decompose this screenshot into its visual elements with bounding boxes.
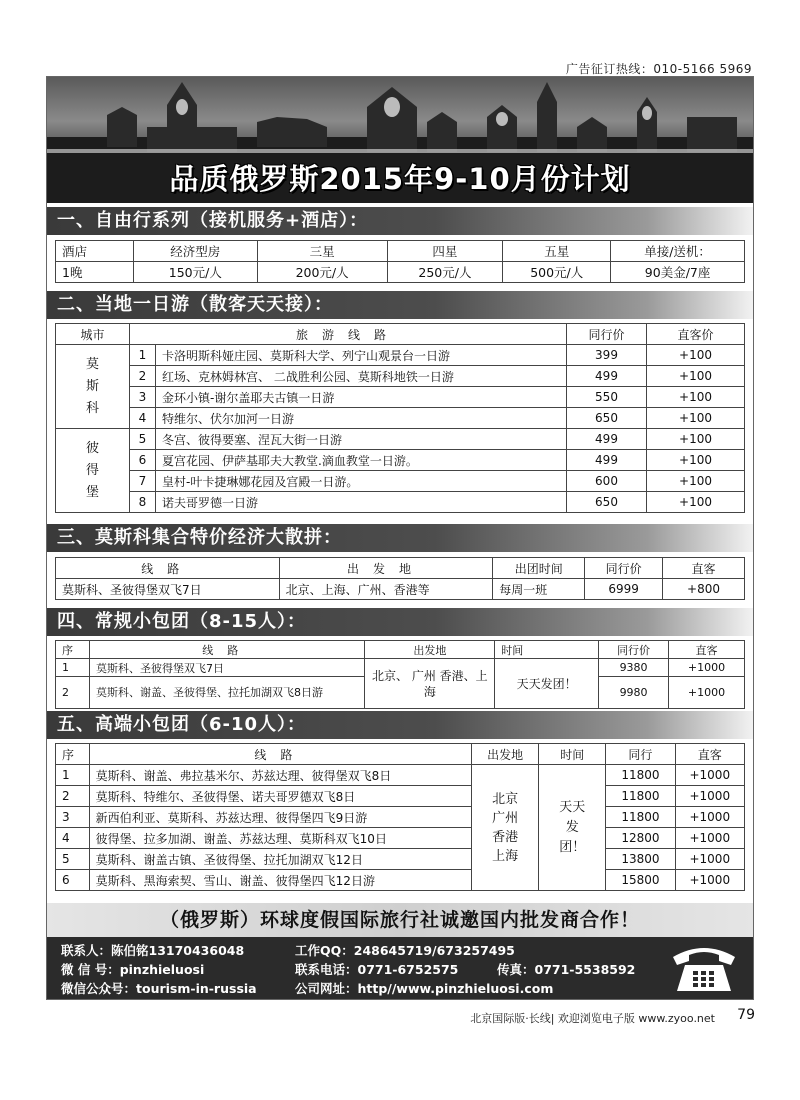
section-5-header: 五、高端小包团（6-10人）： bbox=[47, 711, 753, 739]
route-cell: 皇村-叶卡捷琳娜花园及宫殿一日游。 bbox=[156, 471, 567, 492]
cell: 1晚 bbox=[56, 262, 134, 283]
cell: 北京、上海、广州、香港等 bbox=[279, 579, 493, 600]
direct-price: +100 bbox=[647, 492, 745, 513]
route-cell: 莫斯科、圣彼得堡双飞7日 bbox=[89, 659, 365, 677]
header-cell: 时间 bbox=[539, 744, 606, 765]
direct-price: +1000 bbox=[675, 828, 744, 849]
contact-tel: 联系电话：0771-6752575 bbox=[295, 962, 459, 977]
city-cell-moscow bbox=[56, 345, 130, 429]
header-cell: 同行 bbox=[606, 744, 675, 765]
direct-price: +100 bbox=[647, 471, 745, 492]
ad-page bbox=[46, 76, 754, 1000]
header-cell: 直客 bbox=[675, 744, 744, 765]
direct-price: +1000 bbox=[669, 677, 745, 709]
table-row bbox=[56, 366, 745, 387]
route-cell: 特维尔、伏尔加河一日游 bbox=[156, 408, 567, 429]
peer-price: 9380 bbox=[599, 659, 669, 677]
header-cell: 直客 bbox=[663, 558, 745, 579]
row-number: 1 bbox=[130, 345, 156, 366]
cell: 150元/人 bbox=[133, 262, 257, 283]
route-cell: 新西伯利亚、莫斯科、苏兹达理、彼得堡四飞9日游 bbox=[89, 807, 471, 828]
contact-person: 联系人：陈伯铭13170436048 bbox=[61, 943, 245, 958]
time-cell: 天天发团！ bbox=[495, 659, 599, 709]
route-cell: 夏宫花园、伊萨基耶夫大教堂.滴血教堂一日游。 bbox=[156, 450, 567, 471]
table-row bbox=[56, 765, 745, 786]
city-label: 莫斯科 bbox=[85, 356, 99, 416]
peer-price: 499 bbox=[567, 450, 647, 471]
row-number: 3 bbox=[56, 807, 90, 828]
banner bbox=[47, 77, 753, 203]
table-header-row bbox=[56, 241, 745, 262]
header-cell: 序 bbox=[56, 744, 90, 765]
header-cell: 同行价 bbox=[599, 641, 669, 659]
peer-price: 499 bbox=[567, 366, 647, 387]
table-row bbox=[56, 345, 745, 366]
contact-fax: 传真：0771-5538592 bbox=[497, 962, 636, 977]
cell: 250元/人 bbox=[387, 262, 503, 283]
route-cell: 金环小镇-谢尔盖耶夫古镇一日游 bbox=[156, 387, 567, 408]
city-label: 彼得堡 bbox=[85, 440, 99, 500]
contact-qq: 工作QQ：248645719/673257495 bbox=[295, 943, 515, 958]
peer-price: 550 bbox=[567, 387, 647, 408]
contact-website: 公司网址：http//www.pinzhieluosi.com bbox=[295, 981, 554, 996]
time-cell: 天天发团！ bbox=[539, 765, 606, 891]
direct-price: +1000 bbox=[675, 765, 744, 786]
table-header-row bbox=[56, 324, 745, 345]
footer-text: 北京国际版·长线| 欢迎浏览电子版 www.zyoo.net bbox=[470, 1012, 715, 1025]
route-cell: 莫斯科、谢盖古镇、圣彼得堡、拉托加湖双飞12日 bbox=[89, 849, 471, 870]
header-cell: 同行价 bbox=[567, 324, 647, 345]
section-1-table bbox=[55, 240, 745, 283]
peer-price: 650 bbox=[567, 408, 647, 429]
header-cell: 序 bbox=[56, 641, 90, 659]
telephone-icon bbox=[669, 941, 739, 995]
cell: 每周一班 bbox=[493, 579, 585, 600]
hotline-text: 广告征订热线：010-5166 5969 bbox=[565, 62, 752, 76]
header-cell: 旅游线路 bbox=[130, 324, 567, 345]
row-number: 8 bbox=[130, 492, 156, 513]
row-number: 1 bbox=[56, 765, 90, 786]
peer-price: 11800 bbox=[606, 786, 675, 807]
contact-wechat: 微 信 号：pinzhieluosi bbox=[61, 962, 205, 977]
cell: 莫斯科、圣彼得堡双飞7日 bbox=[56, 579, 280, 600]
route-cell: 诺夫哥罗德一日游 bbox=[156, 492, 567, 513]
peer-price: 15800 bbox=[606, 870, 675, 891]
route-cell: 红场、克林姆林宫、 二战胜利公园、莫斯科地铁一日游 bbox=[156, 366, 567, 387]
table-header-row bbox=[56, 641, 745, 659]
route-cell: 卡洛明斯科娅庄园、莫斯科大学、列宁山观景台一日游 bbox=[156, 345, 567, 366]
header-cell: 线路 bbox=[56, 558, 280, 579]
peer-price: 11800 bbox=[606, 765, 675, 786]
peer-price: 499 bbox=[567, 429, 647, 450]
origin-cell: 北京、 广州 香港、上海 bbox=[365, 659, 495, 709]
peer-price: 600 bbox=[567, 471, 647, 492]
table-row bbox=[56, 579, 745, 600]
section-3-table bbox=[55, 557, 745, 600]
header-cell: 时间 bbox=[495, 641, 599, 659]
row-number: 4 bbox=[56, 828, 90, 849]
row-number: 5 bbox=[56, 849, 90, 870]
peer-price: 13800 bbox=[606, 849, 675, 870]
section-3-header: 三、莫斯科集合特价经济大散拼： bbox=[47, 524, 753, 552]
section-4-header: 四、常规小包团（8-15人）： bbox=[47, 608, 753, 636]
header-cell: 四星 bbox=[387, 241, 503, 262]
header-cell: 城市 bbox=[56, 324, 130, 345]
header-cell: 五星 bbox=[503, 241, 611, 262]
header-cell: 酒店 bbox=[56, 241, 134, 262]
header-cell: 线路 bbox=[89, 641, 365, 659]
direct-price: +1000 bbox=[675, 870, 744, 891]
header-cell: 单接/送机： bbox=[611, 241, 745, 262]
row-number: 2 bbox=[130, 366, 156, 387]
direct-price: +100 bbox=[647, 345, 745, 366]
row-number: 6 bbox=[56, 870, 90, 891]
row-number: 4 bbox=[130, 408, 156, 429]
contact-block bbox=[47, 937, 753, 999]
table-row bbox=[56, 450, 745, 471]
header-cell: 直客 bbox=[669, 641, 745, 659]
direct-price: +1000 bbox=[675, 807, 744, 828]
table-row bbox=[56, 828, 745, 849]
header-cell: 线路 bbox=[89, 744, 471, 765]
route-cell: 莫斯科、黑海索契、雪山、谢盖、彼得堡四飞12日游 bbox=[89, 870, 471, 891]
direct-price: +100 bbox=[647, 408, 745, 429]
direct-price: +100 bbox=[647, 366, 745, 387]
table-header-row bbox=[56, 558, 745, 579]
direct-price: +100 bbox=[647, 429, 745, 450]
table-header-row bbox=[56, 744, 745, 765]
cell: 200元/人 bbox=[257, 262, 387, 283]
table-row bbox=[56, 870, 745, 891]
header-cell: 出发地 bbox=[471, 744, 538, 765]
origin-cell: 北京 广州 香港 上海 bbox=[471, 765, 538, 891]
city-cell-petersburg bbox=[56, 429, 130, 513]
cell: 90美金/7座 bbox=[611, 262, 745, 283]
header-cell: 出发地 bbox=[365, 641, 495, 659]
table-row bbox=[56, 849, 745, 870]
table-row bbox=[56, 471, 745, 492]
contact-public-account: 微信公众号：tourism-in-russia bbox=[61, 981, 257, 996]
header-cell: 经济型房 bbox=[133, 241, 257, 262]
section-5-table bbox=[55, 743, 745, 891]
slogan-banner: （俄罗斯）环球度假国际旅行社诚邀国内批发商合作！ bbox=[47, 903, 753, 937]
direct-price: +1000 bbox=[675, 849, 744, 870]
cell: 6999 bbox=[585, 579, 663, 600]
table-row bbox=[56, 807, 745, 828]
table-row bbox=[56, 429, 745, 450]
direct-price: +100 bbox=[647, 387, 745, 408]
table-row bbox=[56, 408, 745, 429]
peer-price: 11800 bbox=[606, 807, 675, 828]
table-row bbox=[56, 262, 745, 283]
row-number: 2 bbox=[56, 786, 90, 807]
header-cell: 同行价 bbox=[585, 558, 663, 579]
banner-title: 品质俄罗斯2015年9-10月份计划 bbox=[169, 162, 631, 196]
row-number: 2 bbox=[56, 677, 90, 709]
section-2-header: 二、当地一日游（散客天天接）： bbox=[47, 291, 753, 319]
header-cell: 出发地 bbox=[279, 558, 493, 579]
row-number: 3 bbox=[130, 387, 156, 408]
peer-price: 9980 bbox=[599, 677, 669, 709]
direct-price: +1000 bbox=[669, 659, 745, 677]
row-number: 5 bbox=[130, 429, 156, 450]
table-row bbox=[56, 786, 745, 807]
route-cell: 莫斯科、谢盖、圣彼得堡、拉托加湖双飞8日游 bbox=[89, 677, 365, 709]
table-row bbox=[56, 492, 745, 513]
cell: 500元/人 bbox=[503, 262, 611, 283]
row-number: 1 bbox=[56, 659, 90, 677]
header-cell: 三星 bbox=[257, 241, 387, 262]
section-1-header: 一、自由行系列（接机服务+酒店）： bbox=[47, 207, 753, 235]
direct-price: +1000 bbox=[675, 786, 744, 807]
peer-price: 399 bbox=[567, 345, 647, 366]
row-number: 7 bbox=[130, 471, 156, 492]
peer-price: 12800 bbox=[606, 828, 675, 849]
peer-price: 650 bbox=[567, 492, 647, 513]
header-cell: 出团时间 bbox=[493, 558, 585, 579]
direct-price: +100 bbox=[647, 450, 745, 471]
route-cell: 莫斯科、特维尔、圣彼得堡、诺夫哥罗德双飞8日 bbox=[89, 786, 471, 807]
route-cell: 冬宫、彼得要塞、涅瓦大街一日游 bbox=[156, 429, 567, 450]
row-number: 6 bbox=[130, 450, 156, 471]
section-2-table bbox=[55, 323, 745, 513]
page-number: 79 bbox=[737, 1007, 755, 1023]
section-4-table bbox=[55, 640, 745, 709]
route-cell: 彼得堡、拉多加湖、谢盖、苏兹达理、莫斯科双飞10日 bbox=[89, 828, 471, 849]
route-cell: 莫斯科、谢盖、弗拉基米尔、苏兹达理、彼得堡双飞8日 bbox=[89, 765, 471, 786]
table-row bbox=[56, 387, 745, 408]
header-cell: 直客价 bbox=[647, 324, 745, 345]
table-row bbox=[56, 659, 745, 677]
cell: +800 bbox=[663, 579, 745, 600]
